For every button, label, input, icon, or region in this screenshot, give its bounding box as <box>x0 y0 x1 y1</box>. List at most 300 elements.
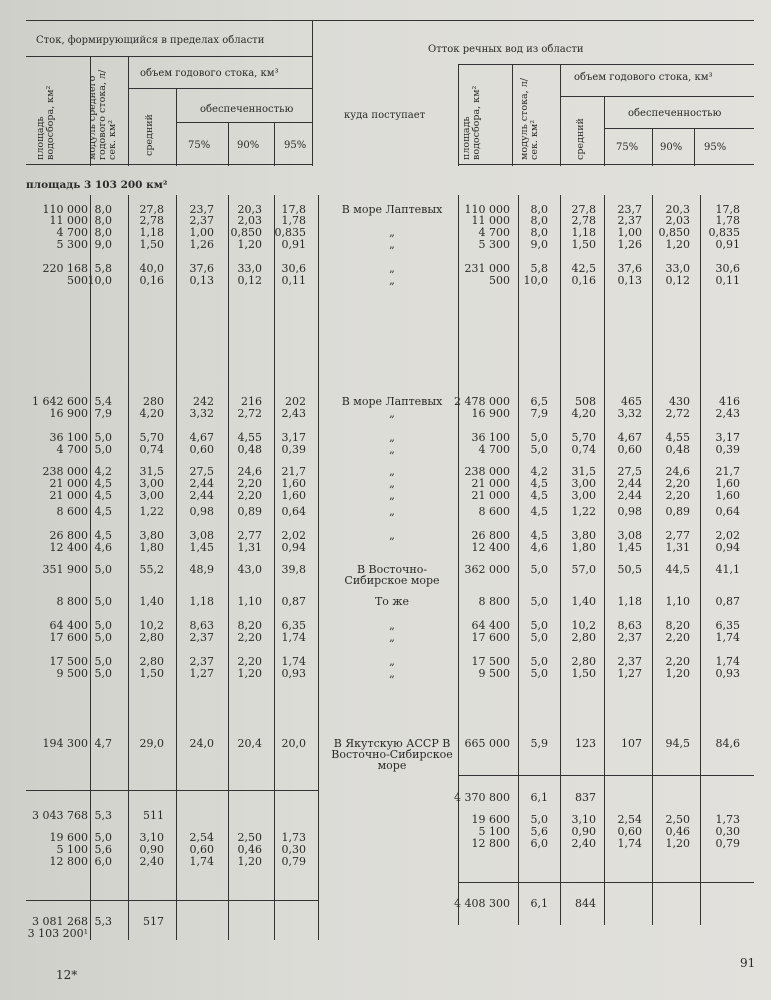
table-cell: 55,2 <box>139 563 164 576</box>
table-cell: 21,7 <box>715 465 740 478</box>
table-cell: 1,18 <box>139 226 164 239</box>
table-cell: 8 600 <box>478 505 510 518</box>
table-cell: 1,74 <box>715 631 740 644</box>
table-cell: 2,80 <box>571 655 596 668</box>
table-cell: 2,54 <box>617 813 642 826</box>
table-cell: 4,2 <box>530 465 548 478</box>
table-cell: 5,70 <box>571 431 596 444</box>
body-col-rule <box>560 195 561 925</box>
table-cell: 4 700 <box>478 226 510 239</box>
table-cell: 5,0 <box>530 443 548 456</box>
table-cell: 8,0 <box>94 214 112 227</box>
table-cell: 2,44 <box>617 489 642 502</box>
table-cell: 19 600 <box>471 813 510 826</box>
table-cell: 0,93 <box>281 667 306 680</box>
table-cell: 27,8 <box>139 203 164 216</box>
table-cell: 4,6 <box>94 541 112 554</box>
destination-cell: „ <box>389 465 395 478</box>
table-cell: 1,31 <box>665 541 690 554</box>
table-cell: 2,37 <box>617 214 642 227</box>
table-cell: 280 <box>143 395 164 408</box>
table-cell: 5,70 <box>139 431 164 444</box>
p75-header-right: 75% <box>616 142 639 153</box>
table-cell: 2,37 <box>189 655 214 668</box>
header-right-bottom-rule <box>458 164 754 165</box>
col-rule <box>694 128 695 166</box>
table-cell: 0,11 <box>715 274 740 287</box>
table-cell: 202 <box>285 395 306 408</box>
total-rule <box>26 790 318 791</box>
table-cell: 2,37 <box>189 214 214 227</box>
table-cell: 5,0 <box>94 631 112 644</box>
table-cell: 2,37 <box>617 655 642 668</box>
table-cell: 4,20 <box>139 407 164 420</box>
table-cell: 6,35 <box>281 619 306 632</box>
table-cell: 4 700 <box>478 443 510 456</box>
table-cell: 0,87 <box>281 595 306 608</box>
destination-cell: В море Лаптевых <box>341 395 443 408</box>
table-cell: 29,0 <box>139 737 164 750</box>
table-top-rule <box>26 20 754 21</box>
table-cell: 5,6 <box>94 843 112 856</box>
table-cell: 2,40 <box>571 837 596 850</box>
table-cell: 1,45 <box>617 541 642 554</box>
table-cell: 21 000 <box>471 489 510 502</box>
table-cell: 0,64 <box>281 505 306 518</box>
table-cell: 351 900 <box>42 563 88 576</box>
header-volume-rule <box>128 88 312 89</box>
body-col-rule <box>176 195 177 940</box>
table-cell: 20,4 <box>237 737 262 750</box>
table-cell: 8,20 <box>665 619 690 632</box>
p90-header-right: 90% <box>660 142 683 153</box>
table-cell: 2,03 <box>665 214 690 227</box>
table-cell: 41,1 <box>715 563 740 576</box>
table-cell: 2,78 <box>571 214 596 227</box>
table-cell: 31,5 <box>139 465 164 478</box>
table-cell: 1,60 <box>715 489 740 502</box>
table-cell: 2,43 <box>281 407 306 420</box>
table-cell: 0,89 <box>665 505 690 518</box>
table-cell: 2,80 <box>139 655 164 668</box>
table-cell: 1,18 <box>189 595 214 608</box>
table-cell: 5,0 <box>94 563 112 576</box>
table-cell: 5,0 <box>94 667 112 680</box>
table-cell: 0,12 <box>665 274 690 287</box>
table-cell: 21 000 <box>49 489 88 502</box>
table-cell: 7,9 <box>530 407 548 420</box>
table-cell: 21 000 <box>49 477 88 490</box>
table-cell: 2,03 <box>237 214 262 227</box>
table-cell: 43,0 <box>237 563 262 576</box>
destination-header: куда поступает <box>344 110 426 121</box>
table-cell: 1,20 <box>237 855 262 868</box>
col-rule <box>128 56 129 166</box>
table-cell: 6,35 <box>715 619 740 632</box>
table-cell: 0,60 <box>617 825 642 838</box>
table-cell: 10,0 <box>87 274 112 287</box>
table-cell: 1,50 <box>139 238 164 251</box>
table-cell: 5,0 <box>530 667 548 680</box>
table-cell: 0,16 <box>139 274 164 287</box>
header-bottom-rule <box>26 164 312 165</box>
table-cell: 2,37 <box>189 631 214 644</box>
table-cell: 17 500 <box>471 655 510 668</box>
table-cell: 194 300 <box>42 737 88 750</box>
table-cell: 2,40 <box>139 855 164 868</box>
table-cell: 0,91 <box>281 238 306 251</box>
table-cell: 0,835 <box>274 226 306 239</box>
body-col-rule <box>604 195 605 925</box>
total-cell: 511 <box>143 809 164 822</box>
table-cell: 2,20 <box>665 631 690 644</box>
table-cell: 0,835 <box>708 226 740 239</box>
left-group-header: Сток, формирующийся в пределах области <box>36 35 265 46</box>
table-cell: 0,79 <box>715 837 740 850</box>
col-rule <box>228 122 229 166</box>
col-rule <box>652 128 653 166</box>
table-cell: 5,0 <box>94 831 112 844</box>
body-col-rule <box>90 195 91 940</box>
table-cell: 30,6 <box>281 262 306 275</box>
right-group-header: Отток речных вод из области <box>428 44 584 55</box>
table-cell: 4,7 <box>94 737 112 750</box>
table-cell: 2,20 <box>237 489 262 502</box>
table-cell: 8 800 <box>56 595 88 608</box>
destination-cell: То же <box>374 595 410 608</box>
table-cell: 3,80 <box>571 529 596 542</box>
table-cell: 44,5 <box>665 563 690 576</box>
table-cell: 220 168 <box>42 262 88 275</box>
table-cell: 1,18 <box>571 226 596 239</box>
table-cell: 33,0 <box>665 262 690 275</box>
table-cell: 9 500 <box>478 667 510 680</box>
center-rule <box>312 20 313 166</box>
table-cell: 5 300 <box>478 238 510 251</box>
table-cell: 1,26 <box>617 238 642 251</box>
table-cell: 1,80 <box>571 541 596 554</box>
table-cell: 1,40 <box>139 595 164 608</box>
table-cell: 3,80 <box>139 529 164 542</box>
table-cell: 17,8 <box>715 203 740 216</box>
table-cell: 1,10 <box>665 595 690 608</box>
provision-header-right: обеспеченностью <box>628 108 722 119</box>
table-cell: 4,5 <box>530 529 548 542</box>
col-rule <box>604 96 605 166</box>
destination-cell: „ <box>389 238 395 251</box>
table-cell: 7,9 <box>94 407 112 420</box>
table-cell: 2,77 <box>665 529 690 542</box>
table-cell: 37,6 <box>189 262 214 275</box>
table-cell: 4,6 <box>530 541 548 554</box>
table-cell: 2 478 000 <box>454 395 510 408</box>
table-cell: 1,60 <box>281 477 306 490</box>
table-cell: 8,0 <box>94 203 112 216</box>
table-cell: 123 <box>575 737 596 750</box>
table-cell: 12 800 <box>49 855 88 868</box>
table-cell: 0,850 <box>230 226 262 239</box>
table-cell: 110 000 <box>464 203 510 216</box>
table-cell: 11 000 <box>471 214 510 227</box>
table-cell: 500 <box>67 274 88 287</box>
table-cell: 416 <box>719 395 740 408</box>
p90-header: 90% <box>237 140 260 151</box>
table-cell: 3,08 <box>189 529 214 542</box>
table-cell: 5,8 <box>94 262 112 275</box>
table-cell: 0,94 <box>715 541 740 554</box>
destination-cell: „ <box>389 443 395 456</box>
table-cell: 5,9 <box>530 737 548 750</box>
total-rule <box>26 900 318 901</box>
mean-header-right: средний <box>575 118 586 160</box>
table-cell: 4,67 <box>189 431 214 444</box>
table-cell: 2,72 <box>237 407 262 420</box>
table-cell: 5,6 <box>530 825 548 838</box>
module-avg-header: модуль среднего годового стока, л/сек. км² <box>87 69 118 160</box>
table-cell: 2,78 <box>139 214 164 227</box>
table-cell: 8,0 <box>530 203 548 216</box>
volume-header-right: объем годового стока, км³ <box>574 72 713 83</box>
table-cell: 0,850 <box>658 226 690 239</box>
table-cell: 5,0 <box>94 619 112 632</box>
table-cell: 12 800 <box>471 837 510 850</box>
table-cell: 1,60 <box>281 489 306 502</box>
total-cell: 3 081 268 <box>32 915 88 928</box>
table-cell: 0,60 <box>189 843 214 856</box>
table-cell: 2,20 <box>237 631 262 644</box>
total-cell: 6,1 <box>530 897 548 910</box>
table-cell: 27,5 <box>189 465 214 478</box>
table-cell: 0,13 <box>617 274 642 287</box>
table-cell: 0,13 <box>189 274 214 287</box>
destination-cell: „ <box>389 274 395 287</box>
table-cell: 1,80 <box>139 541 164 554</box>
table-cell: 0,30 <box>281 843 306 856</box>
table-cell: 2,02 <box>281 529 306 542</box>
table-cell: 17,8 <box>281 203 306 216</box>
destination-cell: „ <box>389 431 395 444</box>
table-cell: 21,7 <box>281 465 306 478</box>
table-cell: 1,74 <box>189 855 214 868</box>
table-cell: 0,91 <box>715 238 740 251</box>
table-cell: 2,20 <box>665 655 690 668</box>
table-cell: 1,50 <box>571 238 596 251</box>
table-cell: 6,0 <box>530 837 548 850</box>
table-cell: 3,00 <box>139 477 164 490</box>
table-cell: 8 800 <box>478 595 510 608</box>
table-cell: 10,0 <box>523 274 548 287</box>
table-cell: 5,4 <box>94 395 112 408</box>
table-cell: 9,0 <box>530 238 548 251</box>
table-cell: 1,00 <box>617 226 642 239</box>
table-cell: 24,6 <box>237 465 262 478</box>
table-cell: 1,20 <box>237 238 262 251</box>
col-rule <box>274 122 275 166</box>
table-cell: 0,39 <box>281 443 306 456</box>
table-cell: 40,0 <box>139 262 164 275</box>
col-rule <box>560 64 561 166</box>
table-cell: 2,43 <box>715 407 740 420</box>
table-cell: 5,0 <box>94 595 112 608</box>
total-cell: 3 043 768 <box>32 809 88 822</box>
table-cell: 12 400 <box>49 541 88 554</box>
table-cell: 107 <box>621 737 642 750</box>
table-cell: 64 400 <box>471 619 510 632</box>
table-cell: 20,3 <box>237 203 262 216</box>
table-cell: 5,0 <box>530 595 548 608</box>
destination-cell: В море Лаптевых <box>341 203 443 216</box>
table-cell: 0,60 <box>617 443 642 456</box>
table-cell: 31,5 <box>571 465 596 478</box>
table-cell: 33,0 <box>237 262 262 275</box>
header-right-subrule <box>458 64 754 65</box>
p95-header: 95% <box>284 140 307 151</box>
table-cell: 2,37 <box>617 631 642 644</box>
table-cell: 1,73 <box>281 831 306 844</box>
table-cell: 23,7 <box>617 203 642 216</box>
total-cell: 844 <box>575 897 596 910</box>
table-cell: 1,00 <box>189 226 214 239</box>
module-header-right: модуль стока, л/сек. км² <box>519 78 540 160</box>
table-cell: 1,18 <box>617 595 642 608</box>
destination-cell: „ <box>389 262 395 275</box>
table-cell: 0,79 <box>281 855 306 868</box>
table-cell: 2,54 <box>189 831 214 844</box>
table-cell: 27,8 <box>571 203 596 216</box>
table-cell: 4,67 <box>617 431 642 444</box>
total-cell: 5,3 <box>94 809 112 822</box>
table-cell: 1,27 <box>617 667 642 680</box>
table-cell: 0,30 <box>715 825 740 838</box>
destination-cell: „ <box>389 529 395 542</box>
table-cell: 0,87 <box>715 595 740 608</box>
table-cell: 17 600 <box>49 631 88 644</box>
table-cell: 4,5 <box>530 477 548 490</box>
table-cell: 3,10 <box>571 813 596 826</box>
table-cell: 430 <box>669 395 690 408</box>
header-provision-rule <box>176 122 312 123</box>
table-cell: 94,5 <box>665 737 690 750</box>
table-cell: 8,63 <box>189 619 214 632</box>
body-col-rule <box>318 195 319 940</box>
table-cell: 0,39 <box>715 443 740 456</box>
table-cell: 362 000 <box>464 563 510 576</box>
table-cell: 3,00 <box>139 489 164 502</box>
table-cell: 5,8 <box>530 262 548 275</box>
p75-header: 75% <box>188 140 211 151</box>
total-cell: 517 <box>143 915 164 928</box>
table-cell: 1,78 <box>281 214 306 227</box>
table-cell: 0,90 <box>139 843 164 856</box>
table-cell: 9,0 <box>94 238 112 251</box>
table-cell: 4,55 <box>237 431 262 444</box>
table-cell: 4,5 <box>94 529 112 542</box>
table-cell: 0,48 <box>665 443 690 456</box>
table-cell: 2,50 <box>665 813 690 826</box>
table-cell: 50,5 <box>617 563 642 576</box>
table-cell: 0,93 <box>715 667 740 680</box>
table-cell: 1,74 <box>715 655 740 668</box>
table-cell: 3,17 <box>715 431 740 444</box>
body-col-rule <box>652 195 653 925</box>
table-cell: 1,26 <box>189 238 214 251</box>
table-cell: 3,32 <box>617 407 642 420</box>
table-cell: 4 700 <box>56 226 88 239</box>
table-cell: 0,64 <box>715 505 740 518</box>
table-cell: 508 <box>575 395 596 408</box>
table-cell: 17 600 <box>471 631 510 644</box>
area-header-right: площадь водосбора, км² <box>461 85 482 160</box>
table-cell: 39,8 <box>281 563 306 576</box>
table-cell: 0,46 <box>237 843 262 856</box>
table-cell: 42,5 <box>571 262 596 275</box>
table-cell: 8,20 <box>237 619 262 632</box>
area-note: площадь 3 103 200 км² <box>26 179 168 191</box>
col-rule <box>176 88 177 166</box>
header-right-provision-rule <box>604 128 754 129</box>
table-cell: 9 500 <box>56 667 88 680</box>
destination-cell: „ <box>389 655 395 668</box>
table-cell: 5,0 <box>530 631 548 644</box>
body-col-rule <box>458 195 459 925</box>
table-cell: 1,27 <box>189 667 214 680</box>
destination-cell: В Восточно-Сибирское море <box>344 563 440 587</box>
table-cell: 1,20 <box>665 837 690 850</box>
area-header: площадь водосбора, км² <box>35 85 56 160</box>
table-cell: 2,44 <box>617 477 642 490</box>
destination-cell: „ <box>389 407 395 420</box>
total-cell: 4 370 800 <box>454 791 510 804</box>
table-cell: 2,44 <box>189 477 214 490</box>
table-cell: 36 100 <box>471 431 510 444</box>
table-cell: 2,80 <box>139 631 164 644</box>
table-cell: 4,5 <box>530 505 548 518</box>
table-cell: 5,0 <box>530 619 548 632</box>
table-cell: 8,63 <box>617 619 642 632</box>
table-cell: 36 100 <box>49 431 88 444</box>
table-cell: 5 300 <box>56 238 88 251</box>
table-cell: 0,94 <box>281 541 306 554</box>
table-cell: 3,10 <box>139 831 164 844</box>
table-cell: 20,3 <box>665 203 690 216</box>
table-cell: 1,45 <box>189 541 214 554</box>
table-cell: 16 900 <box>471 407 510 420</box>
table-cell: 5,0 <box>530 655 548 668</box>
table-cell: 3,00 <box>571 489 596 502</box>
destination-cell: В Якутскую АССР В Восточно-Сибирское море <box>331 737 453 772</box>
table-cell: 0,12 <box>237 274 262 287</box>
table-cell: 30,6 <box>715 262 740 275</box>
body-col-rule <box>274 195 275 940</box>
table-cell: 0,60 <box>189 443 214 456</box>
table-cell: 0,74 <box>571 443 596 456</box>
table-cell: 1,40 <box>571 595 596 608</box>
table-cell: 3,32 <box>189 407 214 420</box>
table-cell: 6,5 <box>530 395 548 408</box>
table-cell: 242 <box>193 395 214 408</box>
table-cell: 26 800 <box>49 529 88 542</box>
provision-header: обеспеченностью <box>200 104 294 115</box>
table-cell: 3,17 <box>281 431 306 444</box>
table-cell: 10,2 <box>139 619 164 632</box>
total-cell: 6,1 <box>530 791 548 804</box>
table-cell: 2,80 <box>571 631 596 644</box>
table-cell: 1,20 <box>237 667 262 680</box>
total-cell: 3 103 200¹ <box>27 927 88 940</box>
total-cell: 837 <box>575 791 596 804</box>
table-cell: 5,0 <box>94 431 112 444</box>
header-left-subrule <box>26 56 312 57</box>
